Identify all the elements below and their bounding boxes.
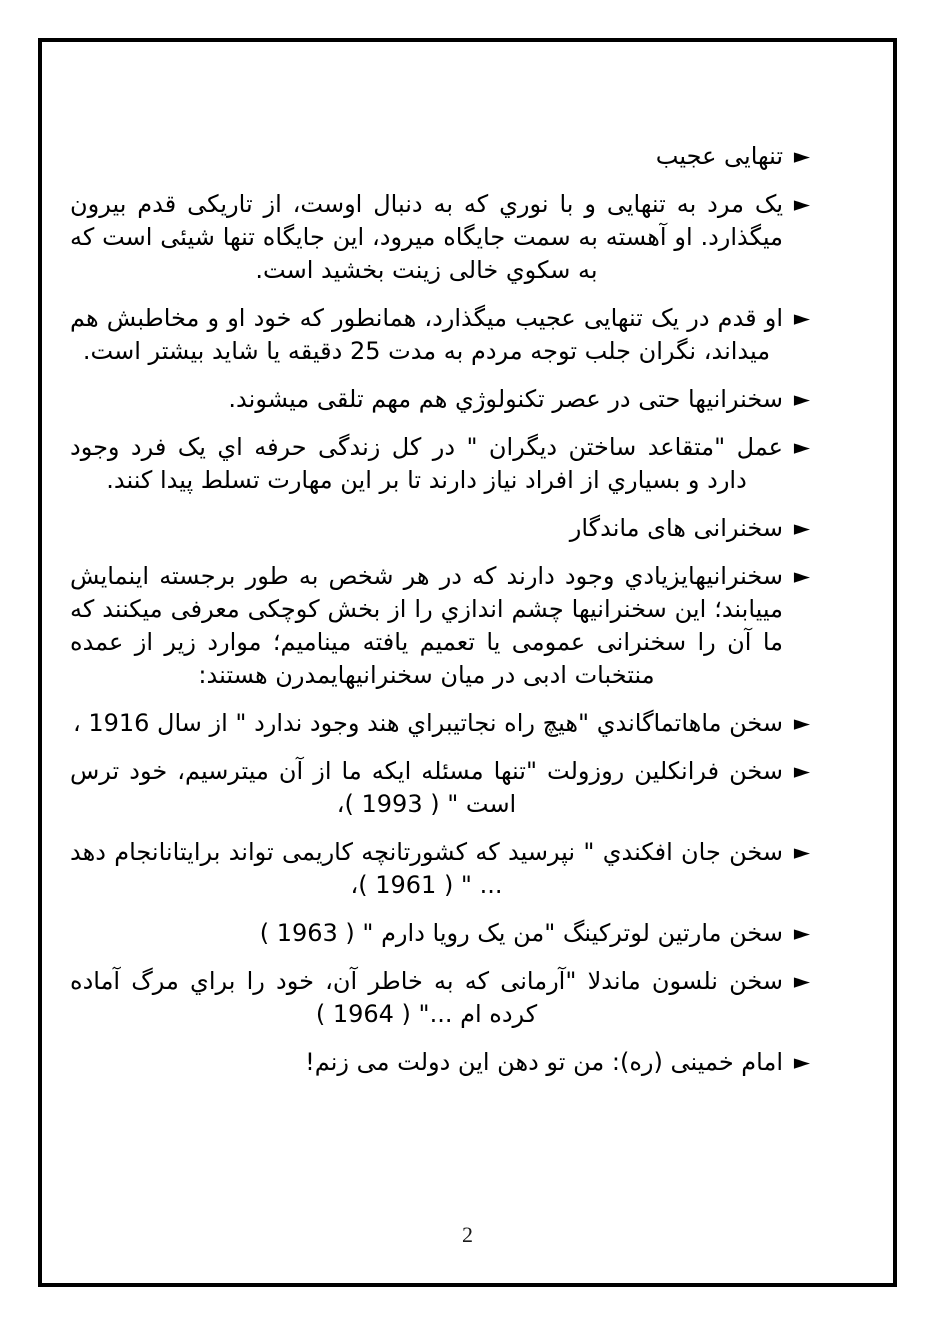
bullet-triangle-icon: ► <box>793 387 810 411</box>
bullet-item <box>70 431 810 497</box>
bullet-triangle-icon: ► <box>793 840 810 864</box>
bullet-triangle-icon: ► <box>793 435 810 459</box>
bullet-triangle-icon: ► <box>793 144 810 168</box>
paragraph-text: سخنرانیها حتی در عصر تکنولوژي هم مهم تلقی میشوند. <box>228 385 783 413</box>
bullet-item <box>70 965 810 1031</box>
paragraph-text: سخن مارتین لوترکینگ "من یک رویا دارم " ( 1963 ) <box>259 919 783 947</box>
bullet-item <box>70 140 810 173</box>
bullet-triangle-icon: ► <box>793 516 810 540</box>
paragraph-text: امام خمینی (ره): من تو دهن این دولت می زنم! <box>305 1048 783 1076</box>
paragraph-text: یک مرد به تنهایی و با نوري که به دنبال اوست، از تاریکی قدم بیرون میگذارد. او آهسته به سمت جایگاه میرود، این جایگاه تنها شیئی است که به سکوي خالی زینت بخشید است. <box>70 190 783 284</box>
bullet-item <box>70 188 810 287</box>
bullet-item <box>70 707 810 740</box>
paragraph-text: سخن نلسون ماندلا "آرمانی که به خاطر آن، خود را براي مرگ آماده کرده ام ..." ( 1964 ) <box>70 967 783 1028</box>
bullet-triangle-icon: ► <box>793 759 810 783</box>
bullet-list <box>70 140 810 1094</box>
bullet-triangle-icon: ► <box>793 192 810 216</box>
page-number: 2 <box>462 1222 473 1247</box>
paragraph-text: سخنرانی های ماندگار <box>569 514 783 542</box>
bullet-item <box>70 1046 810 1079</box>
paragraph-text: تنهایی عجیب <box>655 142 783 170</box>
bullet-triangle-icon: ► <box>793 969 810 993</box>
paragraph-text: سخن فرانکلین روزولت "تنها مسئله ایکه ما از آن میترسیم، خود ترس است " ( 1993 )، <box>70 757 783 818</box>
bullet-triangle-icon: ► <box>793 1050 810 1074</box>
bullet-item <box>70 917 810 950</box>
bullet-triangle-icon: ► <box>793 564 810 588</box>
bullet-item <box>70 836 810 902</box>
bullet-triangle-icon: ► <box>793 921 810 945</box>
paragraph-text: سخن جان افکندي " نپرسید که کشورتانچه کاریمی تواند برایتانانجام دهد ... " ( 1961 )، <box>70 838 783 899</box>
paragraph-text: سخن ماهاتماگاندي "هیچ راه نجاتیبراي هند وجود ندارد " از سال 1916 ، <box>72 709 783 737</box>
bullet-triangle-icon: ► <box>793 306 810 330</box>
bullet-item <box>70 302 810 368</box>
paragraph-text: عمل "متقاعد ساختن دیگران " در کل زندگی حرفه اي یک فرد وجود دارد و بسیاري از افراد نیاز دارند تا بر این مهارت تسلط پیدا کنند. <box>70 433 783 494</box>
bullet-triangle-icon: ► <box>793 711 810 735</box>
paragraph-text: سخنرانیهایزیادي وجود دارند که در هر شخص به طور برجسته اینمایش مییابند؛ این سخنرانیها چشم اندازي را از بخش کوچکی معرفی میکنند که ما آن را سخنرانی عمومی یا تعمیم یافته مینامیم؛ موارد زیر از عمده منتخبات ادبی در میان سخنرانیهایمدرن هستند: <box>70 562 783 689</box>
bullet-item <box>70 560 810 692</box>
bullet-item <box>70 512 810 545</box>
bullet-item <box>70 755 810 821</box>
paragraph-text: او قدم در یک تنهایی عجیب میگذارد، همانطور که خود او و مخاطبش هم میداند، نگران جلب توجه مردم به مدت 25 دقیقه یا شاید بیشتر است. <box>70 304 783 365</box>
bullet-item <box>70 383 810 416</box>
